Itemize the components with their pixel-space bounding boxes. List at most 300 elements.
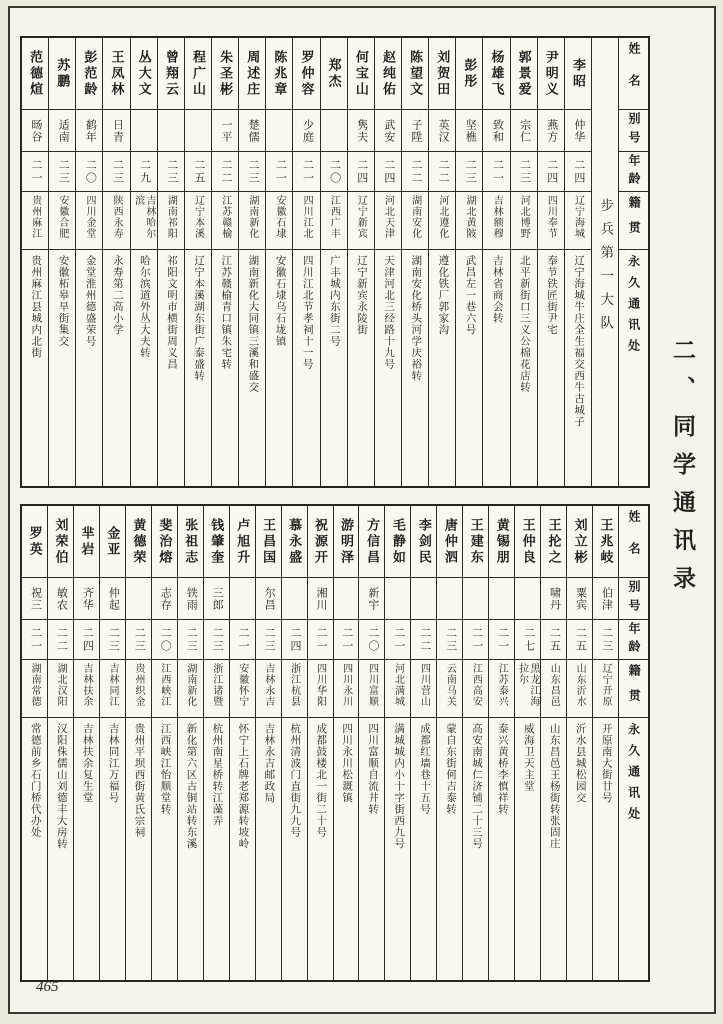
person-age-text: 二一 xyxy=(491,158,504,185)
person-alias-text: 尔昌 xyxy=(263,586,276,611)
person-native-place xyxy=(293,192,319,250)
person-age xyxy=(158,152,184,192)
person-native-place xyxy=(541,660,566,718)
person-age xyxy=(256,620,281,660)
person-address-text: 杭州清波门直街九九号 xyxy=(289,723,301,838)
person-name xyxy=(178,506,203,578)
person-name xyxy=(256,506,281,578)
person-native-place-text: 吉林扶余 xyxy=(81,663,93,707)
person-alias-text: 伯津 xyxy=(600,586,613,611)
person-alias xyxy=(321,110,347,152)
person-age-text: 二三 xyxy=(464,158,477,185)
person-alias xyxy=(511,110,537,152)
person-name xyxy=(100,506,125,578)
person-address-text: 成都红墙巷十五号 xyxy=(419,723,431,815)
person-native-place-text: 四川华阳 xyxy=(314,663,326,707)
person-address xyxy=(293,250,319,486)
person-name-text: 王昌国 xyxy=(261,517,277,566)
section-title: 二、同学通讯录 xyxy=(670,338,695,604)
person-name xyxy=(511,38,537,110)
person-alias xyxy=(158,110,184,152)
person-age xyxy=(22,152,48,192)
person-alias xyxy=(402,110,428,152)
person-alias-text: 楚儒 xyxy=(247,118,260,143)
person-name-text: 卢旭升 xyxy=(235,517,251,566)
person-native-place xyxy=(49,192,75,250)
person-name-text: 刘立彬 xyxy=(572,517,588,566)
person-column xyxy=(238,38,265,486)
person-native-place-text: 江苏泰兴 xyxy=(496,663,508,707)
person-alias xyxy=(49,110,75,152)
person-address-text: 永寿第二高小学 xyxy=(111,255,123,336)
person-column xyxy=(320,38,347,486)
person-native-place xyxy=(334,660,359,718)
person-alias xyxy=(334,578,359,620)
person-native-place-text: 湖北黄陂 xyxy=(463,195,475,239)
person-column xyxy=(265,38,292,486)
person-age-text: 二三 xyxy=(211,626,224,653)
person-name-text: 丛大文 xyxy=(136,49,152,98)
person-address xyxy=(49,250,75,486)
person-column xyxy=(102,38,129,486)
person-address-text: 四川江北节孝祠十一号 xyxy=(301,255,313,370)
person-native-place xyxy=(429,192,455,250)
person-column xyxy=(22,506,47,980)
person-alias xyxy=(385,578,410,620)
person-native-place-text: 贵州麻江 xyxy=(29,195,41,239)
person-address-text: 武昌左一巷六号 xyxy=(464,255,476,336)
person-alias-text: 志存 xyxy=(159,586,172,611)
person-address-text: 天津河北三经路十九号 xyxy=(383,255,395,370)
person-column xyxy=(374,38,401,486)
person-native-place-text: 四川金堂 xyxy=(83,195,95,239)
person-native-place-text: 湖北汉阳 xyxy=(55,663,67,707)
person-name-text: 罗英 xyxy=(27,525,43,558)
person-alias xyxy=(76,110,102,152)
person-native-place-text: 云南马关 xyxy=(444,663,456,707)
person-address xyxy=(204,718,229,980)
person-age-text: 二一 xyxy=(340,626,353,653)
person-native-place xyxy=(185,192,211,250)
person-address xyxy=(103,250,129,486)
person-age-text: 二四 xyxy=(572,158,585,185)
person-native-place xyxy=(22,660,47,718)
person-alias xyxy=(567,578,592,620)
person-name-text: 王建东 xyxy=(468,517,484,566)
person-alias xyxy=(178,578,203,620)
person-native-place xyxy=(456,192,482,250)
person-age-text: 二一 xyxy=(237,626,250,653)
person-alias-text: 新宇 xyxy=(366,586,379,611)
person-native-place-text: 山东沂水 xyxy=(574,663,586,707)
person-address xyxy=(321,250,347,486)
person-native-place xyxy=(126,660,151,718)
person-native-place-text: 湖南新化 xyxy=(246,195,258,239)
person-age-text: 二五 xyxy=(548,626,561,653)
person-name xyxy=(131,38,157,110)
header-age: 年龄 xyxy=(619,620,648,660)
person-address-text: 吉林永吉邮政局 xyxy=(263,723,275,804)
person-column xyxy=(401,38,428,486)
person-name xyxy=(308,506,333,578)
person-alias xyxy=(126,578,151,620)
person-name xyxy=(185,38,211,110)
person-alias-text: 子陞 xyxy=(410,118,423,143)
person-alias-text: 坚樵 xyxy=(464,118,477,143)
person-address xyxy=(541,718,566,980)
person-name-text: 王抡之 xyxy=(546,517,562,566)
person-native-place-text: 辽宁开原 xyxy=(600,663,612,707)
person-column xyxy=(510,38,537,486)
person-name-text: 彭范龄 xyxy=(82,49,98,98)
person-age-text: 二三 xyxy=(518,158,531,185)
person-alias-text: 燕方 xyxy=(545,118,558,143)
person-address xyxy=(239,250,265,486)
person-native-place-text: 辽宁本溪 xyxy=(192,195,204,239)
person-age-text: 二七 xyxy=(522,626,535,653)
person-alias xyxy=(103,110,129,152)
person-alias xyxy=(212,110,238,152)
person-name xyxy=(48,506,73,578)
person-name xyxy=(158,38,184,110)
person-alias-text: 祝三 xyxy=(29,586,42,611)
person-age xyxy=(266,152,292,192)
person-address-text: 泰兴黄桥李慎祥转 xyxy=(496,723,508,815)
person-native-place xyxy=(463,660,488,718)
person-native-place xyxy=(22,192,48,250)
person-address xyxy=(212,250,238,486)
person-age-text: 二四 xyxy=(289,626,302,653)
person-native-place xyxy=(152,660,177,718)
person-native-place xyxy=(565,192,591,250)
person-column xyxy=(564,38,591,486)
page-frame xyxy=(8,6,716,1014)
person-age-text: 二一 xyxy=(30,158,43,185)
header-native: 籍贯 xyxy=(619,660,648,718)
person-age xyxy=(100,620,125,660)
person-address xyxy=(565,250,591,486)
person-address xyxy=(126,718,151,980)
person-age-text: 二二 xyxy=(220,158,233,185)
person-column xyxy=(462,506,488,980)
person-alias xyxy=(22,110,48,152)
person-name-text: 祝源开 xyxy=(313,517,329,566)
person-address xyxy=(437,718,462,980)
person-alias-text: 三郎 xyxy=(211,586,224,611)
header-alias: 别号 xyxy=(619,110,648,152)
person-column xyxy=(157,38,184,486)
person-age-text: 二三 xyxy=(247,158,260,185)
person-native-place xyxy=(212,192,238,250)
person-name-text: 慕永盛 xyxy=(287,517,303,566)
header-native: 籍贯 xyxy=(619,192,648,250)
person-native-place xyxy=(321,192,347,250)
person-native-place xyxy=(74,660,99,718)
person-native-place xyxy=(348,192,374,250)
person-age xyxy=(48,620,73,660)
person-column xyxy=(229,506,255,980)
person-column xyxy=(333,506,359,980)
person-column xyxy=(22,38,48,486)
person-native-place-text: 河北遵化 xyxy=(436,195,448,239)
person-native-place-text: 山东昌邑 xyxy=(548,663,560,707)
person-alias-text: 仲华 xyxy=(572,118,585,143)
person-alias-text: 鹤年 xyxy=(84,118,97,143)
person-address-text: 四川富顺自流井转 xyxy=(367,723,379,815)
person-address xyxy=(429,250,455,486)
person-alias xyxy=(239,110,265,152)
person-name xyxy=(22,506,47,578)
person-name xyxy=(515,506,540,578)
person-address xyxy=(152,718,177,980)
person-column xyxy=(48,38,75,486)
person-name-text: 黄锡朋 xyxy=(494,517,510,566)
person-age-text: 二五 xyxy=(192,158,205,185)
person-alias xyxy=(230,578,255,620)
person-alias-text: 少庭 xyxy=(301,118,314,143)
person-alias xyxy=(22,578,47,620)
person-address xyxy=(185,250,211,486)
person-address-text: 江苏赣榆青口镇朱宅转 xyxy=(220,255,232,370)
person-name xyxy=(204,506,229,578)
person-name-text: 何宝山 xyxy=(353,49,369,98)
person-address xyxy=(178,718,203,980)
person-age xyxy=(359,620,384,660)
person-age xyxy=(402,152,428,192)
person-address xyxy=(266,250,292,486)
person-name xyxy=(321,38,347,110)
person-alias xyxy=(74,578,99,620)
person-address-text: 辽宁本溪湖东街广泰盛转 xyxy=(193,255,205,382)
person-native-place-text: 吉林额穆 xyxy=(491,195,503,239)
person-age xyxy=(239,152,265,192)
person-age xyxy=(567,620,592,660)
person-address-text: 吉林省商会转 xyxy=(491,255,503,324)
person-age xyxy=(411,620,436,660)
person-name-text: 曾翔云 xyxy=(163,49,179,98)
person-native-place xyxy=(538,192,564,250)
person-column xyxy=(151,506,177,980)
person-name xyxy=(74,506,99,578)
person-native-place-text: 四川富顺 xyxy=(366,663,378,707)
person-address-text: 奉节铁匠街尹宅 xyxy=(545,255,557,336)
person-native-place-text: 四川永川 xyxy=(340,663,352,707)
person-address xyxy=(375,250,401,486)
person-native-place xyxy=(359,660,384,718)
person-name-text: 程广山 xyxy=(190,49,206,98)
person-alias xyxy=(256,578,281,620)
person-native-place xyxy=(76,192,102,250)
person-native-place-text: 贵州织金 xyxy=(132,663,144,707)
person-native-place-text: 安徽怀宁 xyxy=(236,663,248,707)
person-address-text: 满城城内小十字街西九号 xyxy=(393,723,405,850)
person-age-text: 二二 xyxy=(55,626,68,653)
person-name-text: 彭彤 xyxy=(462,57,478,90)
person-address-text: 吉林同江万福号 xyxy=(107,723,119,804)
person-name xyxy=(375,38,401,110)
person-name-text: 罗仲容 xyxy=(299,49,315,98)
person-address-text: 金堂淮州德盛荣号 xyxy=(84,255,96,347)
person-name-text: 郭景爱 xyxy=(516,49,532,98)
person-alias xyxy=(282,578,307,620)
person-address xyxy=(483,250,509,486)
person-native-place-text: 陕西永寿 xyxy=(111,195,123,239)
table-header-column xyxy=(618,38,648,486)
person-age xyxy=(22,620,47,660)
person-native-place-text: 湖南祁阳 xyxy=(165,195,177,239)
person-address xyxy=(511,250,537,486)
person-age xyxy=(511,152,537,192)
person-alias xyxy=(348,110,374,152)
person-native-place xyxy=(567,660,592,718)
person-native-place-text: 安徽石埭 xyxy=(273,195,285,239)
person-age xyxy=(437,620,462,660)
person-name xyxy=(538,38,564,110)
person-name xyxy=(456,38,482,110)
person-age xyxy=(565,152,591,192)
person-alias xyxy=(429,110,455,152)
person-age-text: 二二 xyxy=(410,158,423,185)
person-column xyxy=(428,38,455,486)
person-column xyxy=(47,506,73,980)
person-column xyxy=(537,38,564,486)
person-alias xyxy=(100,578,125,620)
person-column xyxy=(99,506,125,980)
person-alias-text: 适南 xyxy=(57,118,70,143)
person-alias xyxy=(185,110,211,152)
person-native-place xyxy=(437,660,462,718)
person-alias xyxy=(131,110,157,152)
person-address xyxy=(76,250,102,486)
person-age-text: 二三 xyxy=(185,626,198,653)
person-alias xyxy=(456,110,482,152)
person-address xyxy=(348,250,374,486)
person-age xyxy=(489,620,514,660)
person-address-text: 成都鼓楼北一街二十号 xyxy=(315,723,327,838)
person-address-text: 北平新街口三义公棉花店转 xyxy=(518,255,530,393)
person-alias-text: 日青 xyxy=(111,118,124,143)
person-address xyxy=(308,718,333,980)
person-age-text: 二一 xyxy=(274,158,287,185)
person-age xyxy=(463,620,488,660)
header-name: 姓名 xyxy=(619,38,648,110)
person-alias-text: 敏农 xyxy=(55,586,68,611)
person-alias xyxy=(359,578,384,620)
person-alias xyxy=(593,578,618,620)
person-column xyxy=(307,506,333,980)
person-native-place-text: 吉林永吉 xyxy=(262,663,274,707)
person-age xyxy=(308,620,333,660)
person-alias xyxy=(483,110,509,152)
person-age-text: 二〇 xyxy=(159,626,172,653)
person-alias-text: 英汉 xyxy=(437,118,450,143)
person-native-place-text: 吉林同江 xyxy=(107,663,118,707)
person-native-place-text: 河北博野 xyxy=(518,195,530,239)
person-alias-text: 湘川 xyxy=(314,586,327,611)
person-alias-text: 啸丹 xyxy=(548,586,561,611)
person-native-place xyxy=(515,660,540,718)
person-native-place xyxy=(483,192,509,250)
person-name-text: 芈岩 xyxy=(79,525,95,558)
person-native-place-text: 浙江杭县 xyxy=(288,663,300,707)
person-native-place-text: 湖南常德 xyxy=(29,663,41,707)
person-name xyxy=(126,506,151,578)
person-name xyxy=(266,38,292,110)
person-address-text: 沂水县城松园交 xyxy=(574,723,586,804)
person-address xyxy=(402,250,428,486)
person-column xyxy=(566,506,592,980)
person-name-text: 金亚 xyxy=(105,525,121,558)
person-name xyxy=(489,506,514,578)
person-name-text: 毛静如 xyxy=(390,517,406,566)
person-name-text: 刘荣伯 xyxy=(53,517,69,566)
person-age-text: 二三 xyxy=(165,158,178,185)
person-address-text: 安徽柘皋旱街集交 xyxy=(57,255,69,347)
person-age-text: 二五 xyxy=(574,626,587,653)
person-column xyxy=(384,506,410,980)
person-age xyxy=(429,152,455,192)
person-age-text: 二二 xyxy=(437,158,450,185)
person-native-place-text: 湖南安化 xyxy=(409,195,421,239)
person-address-text: 吉林扶余复生堂 xyxy=(81,723,93,804)
person-age-text: 二一 xyxy=(496,626,509,653)
person-address-text: 常德前乡石门桥代办处 xyxy=(29,723,41,838)
person-age-text: 二〇 xyxy=(328,158,341,185)
person-column xyxy=(292,38,319,486)
person-address-text: 湖南新化大同镇三溪和盛交 xyxy=(247,255,259,393)
unit-label-column xyxy=(591,38,618,486)
person-native-place-text: 黑龙江海拉尔 xyxy=(516,663,539,707)
person-column xyxy=(358,506,384,980)
person-name-text: 刘贺田 xyxy=(435,49,451,98)
unit-label: 步兵第一大队 xyxy=(598,198,614,339)
person-age-text: 二三 xyxy=(133,626,146,653)
person-native-place xyxy=(266,192,292,250)
person-address xyxy=(538,250,564,486)
person-column xyxy=(203,506,229,980)
person-name xyxy=(334,506,359,578)
person-native-place xyxy=(100,660,125,718)
person-column xyxy=(436,506,462,980)
person-name xyxy=(593,506,618,578)
person-native-place xyxy=(511,192,537,250)
person-address-text: 广丰城内东街二号 xyxy=(328,255,340,347)
person-column xyxy=(514,506,540,980)
person-address-text: 蒙自东街何吉泰转 xyxy=(444,723,456,815)
person-native-place-text: 湖南新化 xyxy=(184,663,196,707)
person-native-place xyxy=(411,660,436,718)
person-age-text: 二三 xyxy=(444,626,457,653)
person-address-text: 安徽石埭乌石垅镇 xyxy=(274,255,286,347)
person-native-place xyxy=(178,660,203,718)
person-address-text: 汉阳侏儒山刘德丰大房转 xyxy=(55,723,67,850)
directory-table-top xyxy=(20,36,650,488)
person-native-place xyxy=(158,192,184,250)
person-name-text: 李剑民 xyxy=(416,517,432,566)
person-address xyxy=(489,718,514,980)
person-age xyxy=(334,620,359,660)
person-native-place-text: 河北满城 xyxy=(392,663,404,707)
person-native-place-text: 四川江北 xyxy=(301,195,313,239)
person-alias xyxy=(375,110,401,152)
person-age-text: 二三 xyxy=(57,158,70,185)
person-name-text: 钱肇奎 xyxy=(209,517,225,566)
person-address xyxy=(359,718,384,980)
person-age-text: 二四 xyxy=(545,158,558,185)
person-age-text: 二一 xyxy=(301,158,314,185)
person-age xyxy=(593,620,618,660)
person-native-place-text: 河北天津 xyxy=(382,195,394,239)
